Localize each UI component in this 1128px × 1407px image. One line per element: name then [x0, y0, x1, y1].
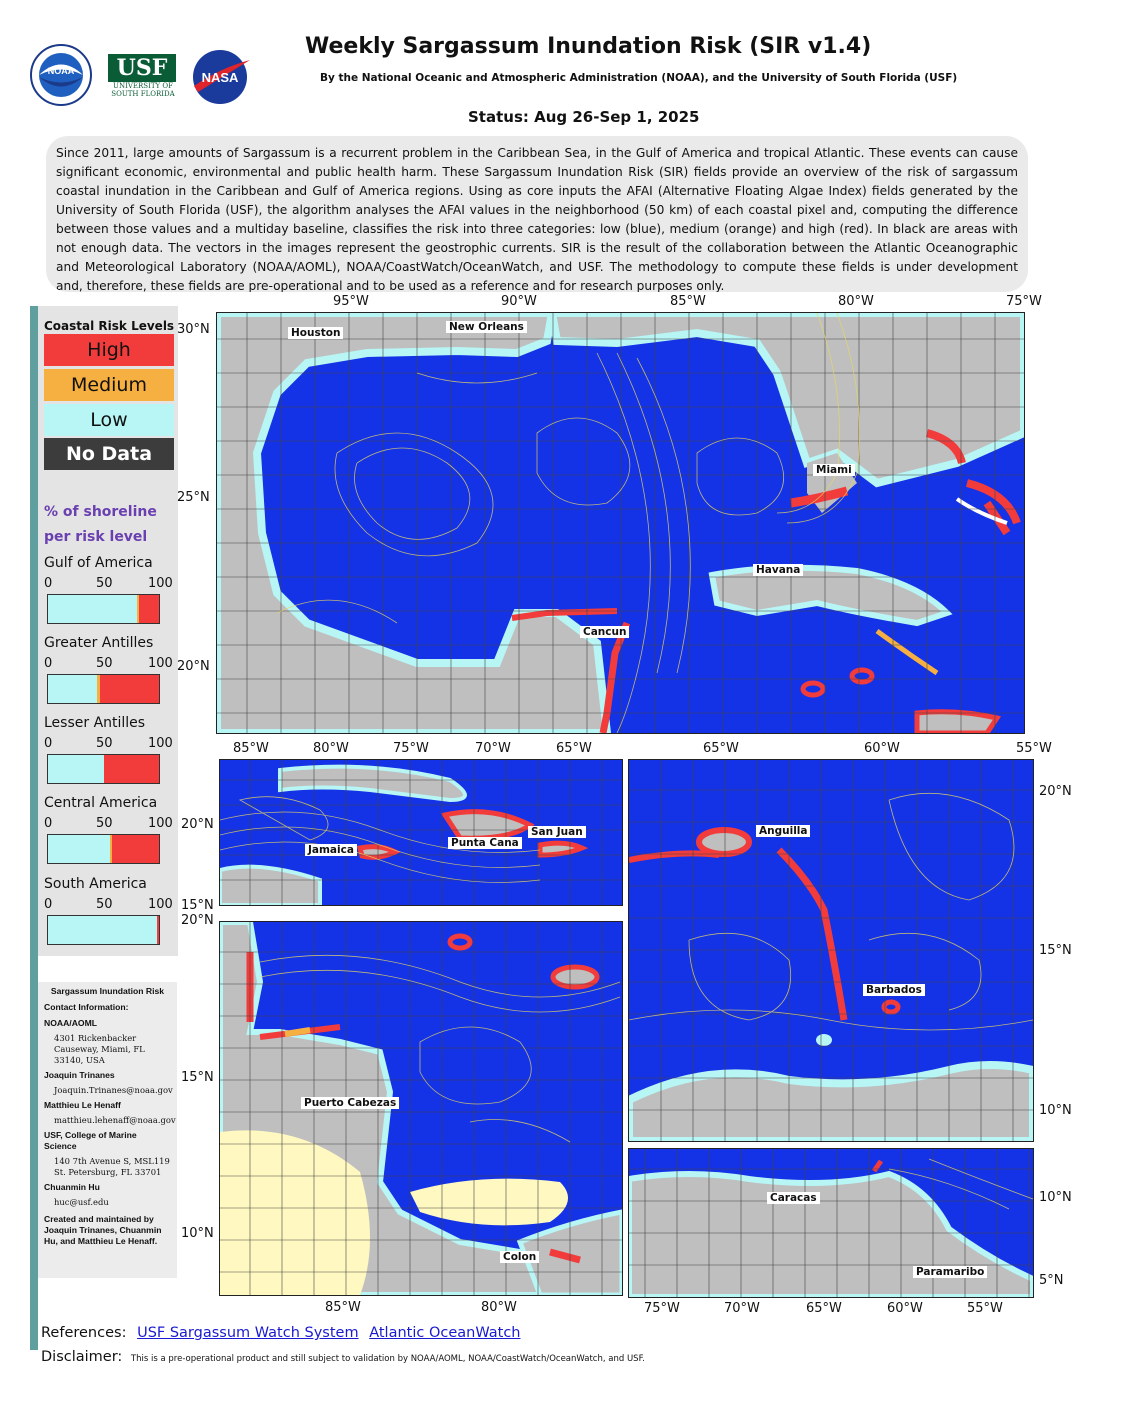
lon-label: 75°W	[644, 1301, 680, 1316]
region-name: Lesser Antilles	[44, 715, 146, 731]
tick-label: 0	[44, 736, 53, 751]
intro-text: Since 2011, large amounts of Sargassum is a recurrent problem in the Caribbean Sea, in the Gulf of America and tropical Atlantic. These events can cause significant economic, environmental and public health harm. These Sargassum Inundation Risk (SIR) fields provide an overview of the risk of sargassum coastal inundation in the Caribbean and Gulf of America regions. Using as core inputs the AFAI (Alternative Floating Algae Index) fields generated by the University of South Florida (USF), the algorithm analyses the AFAI values in the neighborhood (50 km) of each coastal pixel and, computing the difference between those values and a multiday baseline, classifies the risk into three categories: low (blue), medium (orange) and high (red). In black are areas with not enough data. The vectors in the images represent the geostrophic currents. SIR is the result of the collaboration between the Atlantic Oceanographic and Meteorological Laboratory (NOAA/AOML), NOAA/CoastWatch/OceanWatch, and USF. The methodology to compute these fields is under development and, therefore, these fields are pre-operational and to be used as a reference and for research purposes only.	[46, 136, 1028, 292]
place-label: Barbados	[863, 984, 925, 996]
lon-label: 65°W	[556, 741, 592, 756]
side-accent-bar	[30, 306, 38, 1350]
risk-bar	[47, 754, 160, 784]
map-lesser-canvas	[629, 760, 1033, 1141]
place-label: Jamaica	[305, 844, 357, 856]
region-name: Central America	[44, 795, 158, 811]
noaa-logo	[30, 44, 92, 106]
pct-title-line1: % of shoreline	[44, 504, 157, 520]
tick-label: 100	[148, 816, 173, 831]
lat-label: 20°N	[177, 659, 210, 674]
lon-label: 90°W	[501, 294, 537, 309]
place-label: Colon	[500, 1251, 539, 1263]
lon-label: 75°W	[393, 741, 429, 756]
map-central	[219, 921, 623, 1296]
references	[41, 1325, 520, 1341]
contact-person: Chuanmin Hu	[44, 1182, 100, 1192]
map-gulf	[216, 312, 1025, 734]
page-title: Weekly Sargassum Inundation Risk (SIR v1.4)	[305, 34, 872, 59]
bar-segment-low	[48, 916, 157, 944]
level-no-data: No Data	[44, 438, 174, 470]
risk-bar	[47, 834, 160, 864]
region-name: Greater Antilles	[44, 635, 154, 651]
region-name: Gulf of America	[44, 555, 153, 571]
bar-ticks	[44, 736, 176, 752]
bar-segment-high	[100, 675, 159, 703]
risk-bar	[47, 915, 160, 945]
lon-label: 55°W	[1016, 741, 1052, 756]
tick-label: 100	[148, 576, 173, 591]
place-label: Cancun	[580, 626, 629, 638]
bar-segment-low	[48, 595, 137, 623]
lon-label: 60°W	[887, 1301, 923, 1316]
lat-label: 10°N	[181, 1226, 214, 1241]
tick-label: 0	[44, 576, 53, 591]
tick-label: 0	[44, 656, 53, 671]
level-high: High	[44, 334, 174, 366]
svg-text:NASA: NASA	[201, 70, 239, 85]
lat-label: 20°N	[181, 817, 214, 832]
tick-label: 50	[96, 656, 113, 671]
contact-email[interactable]: Joaquin.Trinanes@noaa.gov	[54, 1085, 173, 1095]
byline: By the National Oceanic and Atmospheric Administration (NOAA), and the University of South Florida (USF)	[320, 72, 958, 84]
tick-label: 0	[44, 897, 53, 912]
lon-label: 85°W	[670, 294, 706, 309]
lon-label: 85°W	[233, 741, 269, 756]
lon-label: 80°W	[313, 741, 349, 756]
place-label: Miami	[813, 464, 855, 476]
lon-label: 80°W	[838, 294, 874, 309]
atlantic-oceanwatch-link[interactable]: Atlantic OceanWatch	[369, 1325, 521, 1341]
place-label: Paramaribo	[913, 1266, 987, 1278]
bar-segment-low	[48, 835, 110, 863]
bar-segment-high	[104, 755, 160, 783]
tick-label: 50	[96, 816, 113, 831]
tick-label: 100	[148, 897, 173, 912]
tick-label: 100	[148, 736, 173, 751]
lat-label: 25°N	[177, 490, 210, 505]
contact-org-aoml: NOAA/AOML	[44, 1018, 97, 1028]
lon-label: 70°W	[475, 741, 511, 756]
lat-label: 20°N	[1039, 784, 1072, 799]
lon-label: 65°W	[703, 741, 739, 756]
place-label: Anguilla	[756, 825, 810, 837]
usf-logo: USF UNIVERSITY OF SOUTH FLORIDA	[108, 54, 180, 104]
contact-email[interactable]: huc@usf.edu	[54, 1197, 109, 1207]
contact-person: Joaquin Trinanes	[44, 1070, 115, 1080]
contact-person: Matthieu Le Henaff	[44, 1100, 121, 1110]
contact-address-aoml: 4301 Rickenbacker Causeway, Miami, FL 33140, USA	[54, 1033, 145, 1065]
bar-ticks	[44, 897, 176, 913]
lon-label: 95°W	[333, 294, 369, 309]
lon-label: 80°W	[481, 1300, 517, 1315]
level-medium: Medium	[44, 369, 174, 401]
disclaimer-text: This is a pre-operational product and still subject to validation by NOAA/AOML, NOAA/CoastWatch/OceanWatch, and USF.	[130, 1354, 645, 1364]
lat-label: 10°N	[1039, 1103, 1072, 1118]
place-label: Puerto Cabezas	[301, 1097, 399, 1109]
place-label: Punta Cana	[448, 837, 522, 849]
lon-label: 65°W	[806, 1301, 842, 1316]
place-label: Houston	[288, 327, 343, 339]
region-name: South America	[44, 876, 147, 892]
disclaimer-label: Disclaimer:	[41, 1349, 123, 1365]
place-label: San Juan	[528, 826, 586, 838]
bar-ticks	[44, 656, 176, 672]
bar-ticks	[44, 576, 176, 592]
lon-label: 70°W	[724, 1301, 760, 1316]
level-low: Low	[44, 404, 174, 436]
place-label: Caracas	[767, 1192, 820, 1204]
lat-label: 15°N	[181, 898, 214, 913]
legend-title: Coastal Risk Levels	[44, 319, 175, 333]
lon-label: 85°W	[325, 1300, 361, 1315]
pct-title-line2: per risk level	[44, 529, 148, 545]
map-lesser	[628, 759, 1034, 1142]
lon-label: 60°W	[864, 741, 900, 756]
tick-label: 50	[96, 576, 113, 591]
tick-label: 100	[148, 656, 173, 671]
bar-segment-high	[157, 916, 159, 944]
risk-bar	[47, 674, 160, 704]
contact-address-usf: 140 7th Avenue S, MSL119 St. Petersburg, FL 33701	[54, 1156, 170, 1177]
lat-label: 20°N	[181, 913, 214, 928]
lat-label: 30°N	[177, 322, 210, 337]
lat-label: 5°N	[1039, 1273, 1064, 1288]
tick-label: 0	[44, 816, 53, 831]
contact-box	[38, 982, 177, 1278]
disclaimer	[41, 1349, 645, 1365]
bar-ticks	[44, 816, 176, 832]
contact-heading: Contact Information:	[44, 1002, 129, 1012]
tick-label: 50	[96, 736, 113, 751]
contact-credit: Created and maintained by Joaquin Trinanes, Chuanmin Hu, and Matthieu Le Henaff.	[44, 1214, 162, 1246]
status-date: Status: Aug 26-Sep 1, 2025	[468, 108, 700, 126]
bar-segment-low	[48, 755, 104, 783]
lat-label: 10°N	[1039, 1190, 1072, 1205]
bar-segment-high	[112, 835, 159, 863]
svg-text:NOAA: NOAA	[47, 66, 75, 76]
place-label: New Orleans	[446, 321, 527, 333]
usf-sargassum-link[interactable]: USF Sargassum Watch System	[137, 1325, 359, 1341]
contact-org-usf: USF, College of Marine Science	[44, 1130, 137, 1151]
map-gulf-canvas	[217, 313, 1024, 733]
nasa-logo	[190, 48, 252, 106]
bar-segment-high	[139, 595, 159, 623]
references-label: References:	[41, 1325, 127, 1341]
lon-label: 55°W	[967, 1301, 1003, 1316]
contact-email[interactable]: matthieu.lehenaff@noaa.gov	[54, 1115, 176, 1125]
map-central-canvas	[220, 922, 622, 1295]
lat-label: 15°N	[1039, 943, 1072, 958]
place-label: Havana	[753, 564, 803, 576]
risk-bar	[47, 594, 160, 624]
bar-segment-low	[48, 675, 97, 703]
tick-label: 50	[96, 897, 113, 912]
lat-label: 15°N	[181, 1070, 214, 1085]
pct-title	[44, 500, 174, 550]
lon-label: 75°W	[1006, 294, 1042, 309]
contact-title: Sargassum Inundation Risk	[50, 986, 165, 996]
